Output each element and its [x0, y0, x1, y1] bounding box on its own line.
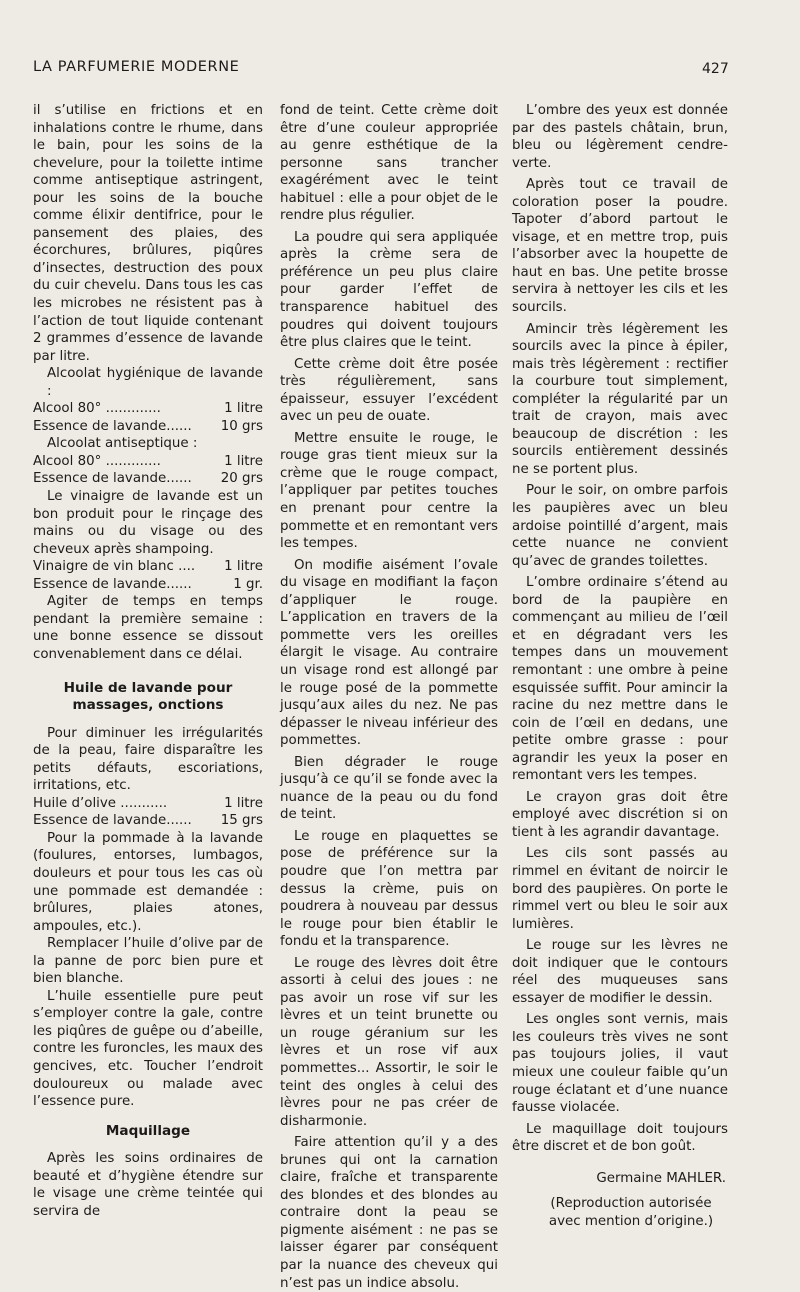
- column-3: [512, 102, 728, 1230]
- paragraph: Le rouge sur les lèvres ne doit indiquer que le contours réel des muqueuses sans essayer de modifier le dessin.: [512, 938, 728, 1006]
- section-heading: Huile de lavande pour massages, onctions: [63, 679, 233, 714]
- recipe-line: [33, 470, 263, 488]
- paragraph: Les cils sont passés au rimmel en évitant de noircir le bord des paupières. On porte le rimmel vert ou bleu le soir aux lumières.: [512, 846, 728, 932]
- paragraph: L’huile essentielle pure peut s’employer contre la gale, contre les piqûres de guêpe ou d’abeille, contre les furoncles, les maux des gencives, etc. Toucher l’endroit douloureux ou malade avec l’essence pure.: [33, 988, 263, 1110]
- paragraph: Après tout ce travail de coloration poser la poudre. Tapoter d’abord partout le visage, et en mettre trop, puis l’absorber avec la houpette de haut en bas. Une petite brosse servira à nettoyer les cils et les sourcils.: [512, 177, 728, 316]
- ingredient-label: Essence de lavande......: [33, 471, 192, 487]
- paragraph: il s’utilise en frictions et en inhalations contre le rhume, dans le bain, pour les soins de la chevelure, pour la toilette intime comme antiseptique astringent, pour les soins de la bouche comme élixir dentifrice, pour le pansement des plaies, des écorchures, brûlures, piqûres d’insectes, destruction des poux du cuir chevelu. Dans tous les cas les microbes ne résistent pas à l’action de tout liquide contenant 2 grammes d’essence de lavande par litre.: [33, 103, 263, 364]
- ingredient-label: Alcool 80° .............: [33, 401, 161, 417]
- recipe-line: [33, 576, 263, 594]
- paragraph: Pour diminuer les irrégularités de la peau, faire disparaître les petits défauts, escoriations, irritations, etc.: [33, 725, 263, 794]
- paragraph: Après les soins ordinaires de beauté et d’hygiène étendre sur le visage une crème teintée qui servira de: [33, 1151, 263, 1219]
- recipe-title: Alcoolat hygiénique de lavande :: [47, 366, 263, 399]
- ingredient-label: Essence de lavande......: [33, 418, 192, 434]
- ingredient-label: Alcool 80° .............: [33, 453, 161, 469]
- paragraph: Bien dégrader le rouge jusqu’à ce qu’il se fonde avec la nuance de la peau ou du fond de teint.: [280, 754, 498, 823]
- paragraph: Le rouge en plaquettes se pose de préférence sur la poudre que l’on mettra par dessus la crème, puis on poudrera à nouveau par dessus le rouge pour bien établir le fondu et la transparence.: [280, 828, 498, 950]
- recipe-line: [33, 418, 263, 436]
- ingredient-label: Essence de lavande......: [33, 576, 192, 592]
- ingredient-quantity: 15 grs: [220, 813, 263, 829]
- paragraph: Pour le soir, on ombre parfois les paupières avec un bleu ardoise pointillé d’argent, mais cette nuance ne convient qu’avec de grandes toilettes.: [512, 483, 728, 569]
- paragraph: On modifie aisément l’ovale du visage en modifiant la façon d’appliquer le rouge. L’application en travers de la pommette vers les oreilles élargit le visage. Au contraire un visage rond est allongé par le rouge posé de la pommette jusqu’aux ailes du nez. Ne pas dépasser le niveau inférieur des pommettes.: [280, 557, 498, 749]
- recipe-line: [33, 453, 263, 471]
- paragraph: L’ombre des yeux est donnée par des pastels châtain, brun, bleu ou légèrement cendre-verte.: [512, 103, 728, 171]
- paragraph: Le rouge des lèvres doit être assorti à celui des joues : ne pas avoir un rose vif sur les lèvres et un teint brunette ou un rouge géranium sur les lèvres et un rose vif aux pommettes... Assortir, le soir le teint des ongles à celui des lèvres pour ne pas créer de disharmonie.: [280, 955, 498, 1129]
- ingredient-label: Vinaigre de vin blanc ....: [33, 559, 196, 575]
- recipe-title: Alcoolat antiseptique :: [47, 436, 198, 452]
- page-number: 427: [702, 61, 729, 77]
- paragraph: L’ombre ordinaire s’étend au bord de la paupière en commençant au milieu de l’œil et en dégradant vers les tempes dans un mouvement remontant : une ombre à peine esquissée suffit. Pour amincir la racine du nez mettre dans le coin de l’œil en dedans, une petite ombre grasse : pour agrandir les yeux la poser en remontant vers les tempes.: [512, 575, 728, 784]
- paragraph: Faire attention qu’il y a des brunes qui ont la carnation claire, fraîche et transparente des blondes et des blondes au contraire dont la peau se pigmente aisément : ne pas se laisser égarer par conséquent par la nuance des cheveux qui n’est pas un indice absolu.: [280, 1135, 498, 1291]
- recipe-line: [33, 795, 263, 813]
- paragraph: La poudre qui sera appliquée après la crème sera de préférence un peu plus claire pour garder l’effet de transparence habituel des poudres qui doivent toujours être plus claires que le teint.: [280, 229, 498, 351]
- ingredient-quantity: 1 litre: [224, 795, 263, 811]
- paragraph: Le vinaigre de lavande est un bon produit pour le rinçage des mains ou du visage ou des cheveux après shampoing.: [33, 489, 263, 557]
- paragraph: Amincir très légèrement les sourcils avec la pince à épiler, mais très légèrement : rectifier la courbure tout simplement, compléter la régularité par un trait de crayon, mais avec beaucoup de discrétion : les sourcils entièrement dessinés ne se portent plus.: [512, 321, 728, 477]
- paragraph: Le maquillage doit toujours être discret et de bon goût.: [512, 1121, 728, 1155]
- paragraph: Les ongles sont vernis, mais les couleurs très vives ne sont pas toujours jolies, il vaut mieux une couleur faible qu’un rouge éclatant et d’une nuance fausse violacée.: [512, 1012, 728, 1116]
- recipe-line: [33, 558, 263, 576]
- ingredient-quantity: 1 litre: [224, 559, 263, 575]
- paragraph: Le crayon gras doit être employé avec discrétion si on tient à les agrandir davantage.: [512, 789, 728, 840]
- column-2: [280, 102, 498, 1292]
- paragraph: Mettre ensuite le rouge, le rouge gras tient mieux sur la crème que le rouge compact, l’appliquer par petites touches en prenant pour centre la pommette et en remontant vers les tempes.: [280, 430, 498, 552]
- recipe-line: [33, 400, 263, 418]
- column-1: [33, 102, 263, 1220]
- paragraph: Pour la pommade à la lavande (foulures, entorses, lumbagos, douleurs et pour tous les cas où une pommade est demandée : brûlures, plaies atones, ampoules, etc.).: [33, 830, 263, 934]
- ingredient-quantity: 1 litre: [224, 401, 263, 417]
- ingredient-quantity: 20 grs: [220, 471, 263, 487]
- paragraph: Remplacer l’huile d’olive par de la panne de porc bien pure et bien blanche.: [33, 936, 263, 987]
- running-title: LA PARFUMERIE MODERNE: [33, 59, 240, 75]
- paragraph: Agiter de temps en temps pendant la première semaine : une bonne essence se dissout convenablement dans ce délai.: [33, 594, 263, 662]
- paragraph: fond de teint. Cette crème doit être d’une couleur appropriée au genre esthétique de la personne sans trancher exagérément avec le teint habituel : elle a pour objet de le rendre plus régulier.: [280, 103, 498, 224]
- ingredient-label: Essence de lavande......: [33, 813, 192, 829]
- recipe-line: [33, 812, 263, 830]
- ingredient-quantity: 10 grs: [220, 418, 263, 434]
- ingredient-quantity: 1 litre: [224, 453, 263, 469]
- section-heading: Maquillage: [105, 1122, 191, 1139]
- paragraph: Cette crème doit être posée très régulièrement, sans épaisseur, essuyer l’excédent avec un peu de ouate.: [280, 356, 498, 425]
- ingredient-quantity: 1 gr.: [233, 576, 263, 592]
- reproduction-note: (Reproduction autorisée avec mention d’origine.): [548, 1196, 714, 1229]
- author-signature: Germaine MAHLER.: [596, 1170, 726, 1186]
- ingredient-label: Huile d’olive ...........: [33, 795, 168, 811]
